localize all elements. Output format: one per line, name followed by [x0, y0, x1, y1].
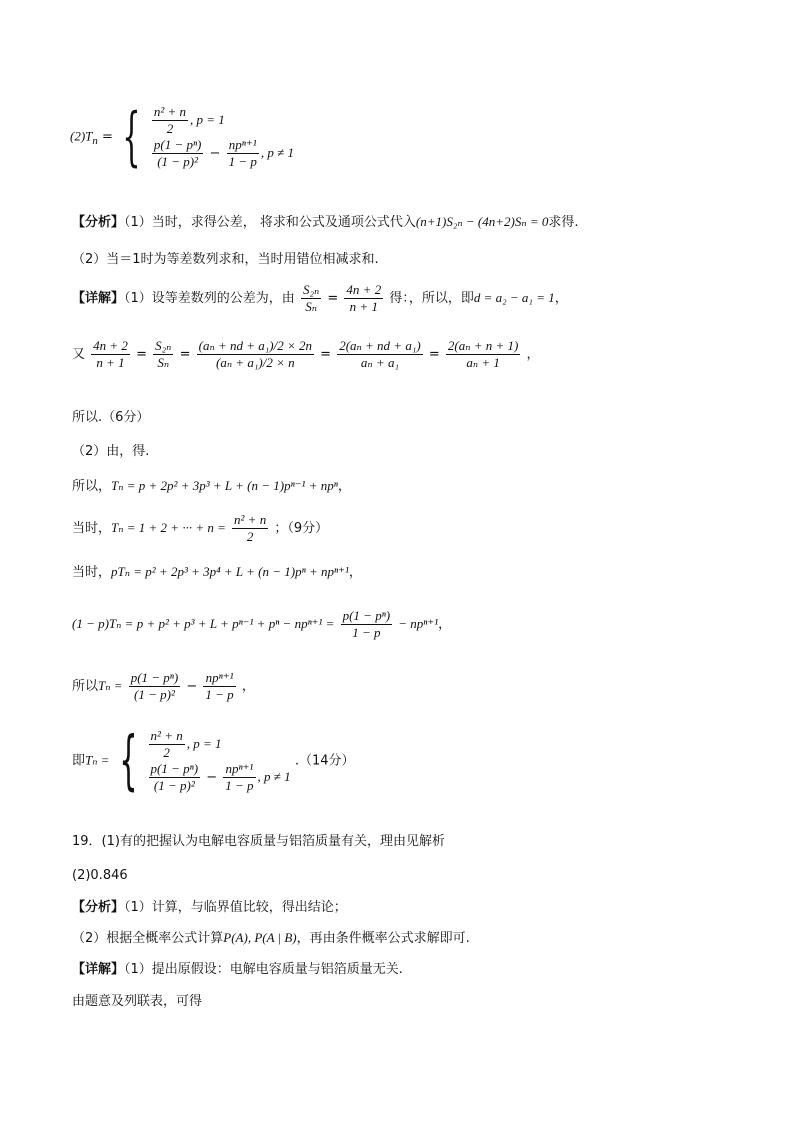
question-19: 19．(1)有的把握认为电解电容质量与铝箔质量有关，理由见解析: [72, 834, 445, 849]
answer-2-piecewise: $(2)T_n$ = { $\frac{\text{n² + n}}{2}$ , p = 1 $\frac{\text{p(1 − pⁿ)}}{\text{(1 − p)²}}$ − $\frac{\text{npⁿ⁺¹}}{1 - p}$ , p ≠ 1: [70, 100, 294, 174]
cases-block: [150, 104, 294, 170]
you-line: 又 $\frac{4n + 2}{n + 1}$ = $\frac{\text{S₂ₙ}}{\text{Sₙ}}$ = $\frac{\text{(aₙ + nd + a₁)/2 × 2n}}{\text{(aₙ + a₁)/2 × n}}$ = $\frac{\text{2(aₙ + nd + a₁)}}{\text{aₙ + a₁}}$ = $\frac{\text{2(aₙ + n + 1)}}{\text{aₙ + 1}}$ ，: [72, 338, 540, 370]
last-line: 由题意及列联表，可得: [72, 994, 203, 1009]
analysis-2: （2）当＝1时为等差数列求和，当时用错位相减求和.: [72, 252, 379, 267]
question-19-2: (2)0.846: [72, 868, 128, 883]
subtraction-line: (1 − p)Tₙ = p + p² + p³ + L + pⁿ⁻¹ + pⁿ − npⁿ⁺¹ = $\frac{\text{p(1 − pⁿ)}}{1 - p}$ − npⁿ⁺¹，: [72, 608, 452, 640]
ji-piecewise: 即Tₙ = { $\frac{\text{n² + n}}{2}$ , p = 1 $\frac{\text{p(1 − pⁿ)}}{\text{(1 − p)²}}$ − $\frac{\text{npⁿ⁺¹}}{1 - p}$ , p ≠ 1 .（14分）: [72, 724, 355, 798]
detail-3: 【详解】（1）提出原假设：电解电容质量与铝箔质量无关.: [72, 962, 403, 977]
case-2: $\frac{\text{p(1 − pⁿ)}}{\text{(1 − p)²}}$ − $\frac{\text{npⁿ⁺¹}}{1 - p}$ , p ≠ 1: [153, 137, 294, 169]
analysis-4: （2）根据全概率公式计算P(A), P(A | B)，再由条件概率公式求解即可.: [72, 930, 470, 946]
suoyi-tn: 所以，Tₙ = p + 2p² + 3p³ + L + (n − 1)pⁿ⁻¹ + npⁿ，: [72, 478, 351, 494]
dangshi-2: 当时，pTₙ = p² + 2p³ + 3p⁴ + L + (n − 1)pⁿ + npⁿ⁺¹，: [72, 564, 362, 580]
case-1: $\frac{\text{n² + n}}{2}$ , p = 1: [150, 728, 222, 760]
dangshi-1: 当时，Tₙ = 1 + 2 + ··· + n = $\frac{\text{n² + n}}{2}$ ；（9分）: [72, 512, 329, 544]
suoyi-6: 所以.（6分）: [72, 410, 150, 425]
suoyi-2: 所以Tₙ = $\frac{\text{p(1 − pⁿ)}}{\text{(1 − p)²}}$ − $\frac{\text{npⁿ⁺¹}}{1 - p}$ ，: [72, 670, 255, 702]
part-2: （2）由，得.: [72, 444, 150, 459]
case-1: $\frac{\text{n² + n}}{2}$ , p = 1: [153, 104, 225, 136]
left-brace-icon: {: [122, 100, 141, 174]
detail-1: 【详解】（1）设等差数列的公差为，由 $\frac{\text{S₂ₙ}}{\text{Sₙ}}$ = $\frac{4n + 2}{n + 1}$ 得：，所以，即d = a₂ − a₁ = 1，: [72, 282, 568, 314]
case-2: $\frac{\text{p(1 − pⁿ)}}{\text{(1 − p)²}}$ − $\frac{\text{npⁿ⁺¹}}{1 - p}$ , p ≠ 1: [150, 761, 291, 793]
analysis-1: 【分析】（1）当时，求得公差， 将求和公式及通项公式代入(n+1)S₂ₙ − (4n+2)Sₙ = 0求得.: [72, 214, 579, 230]
left-brace-icon: {: [118, 724, 138, 798]
analysis-3: 【分析】（1）计算，与临界值比较，得出结论；: [72, 900, 347, 915]
cases-block: [147, 728, 291, 794]
